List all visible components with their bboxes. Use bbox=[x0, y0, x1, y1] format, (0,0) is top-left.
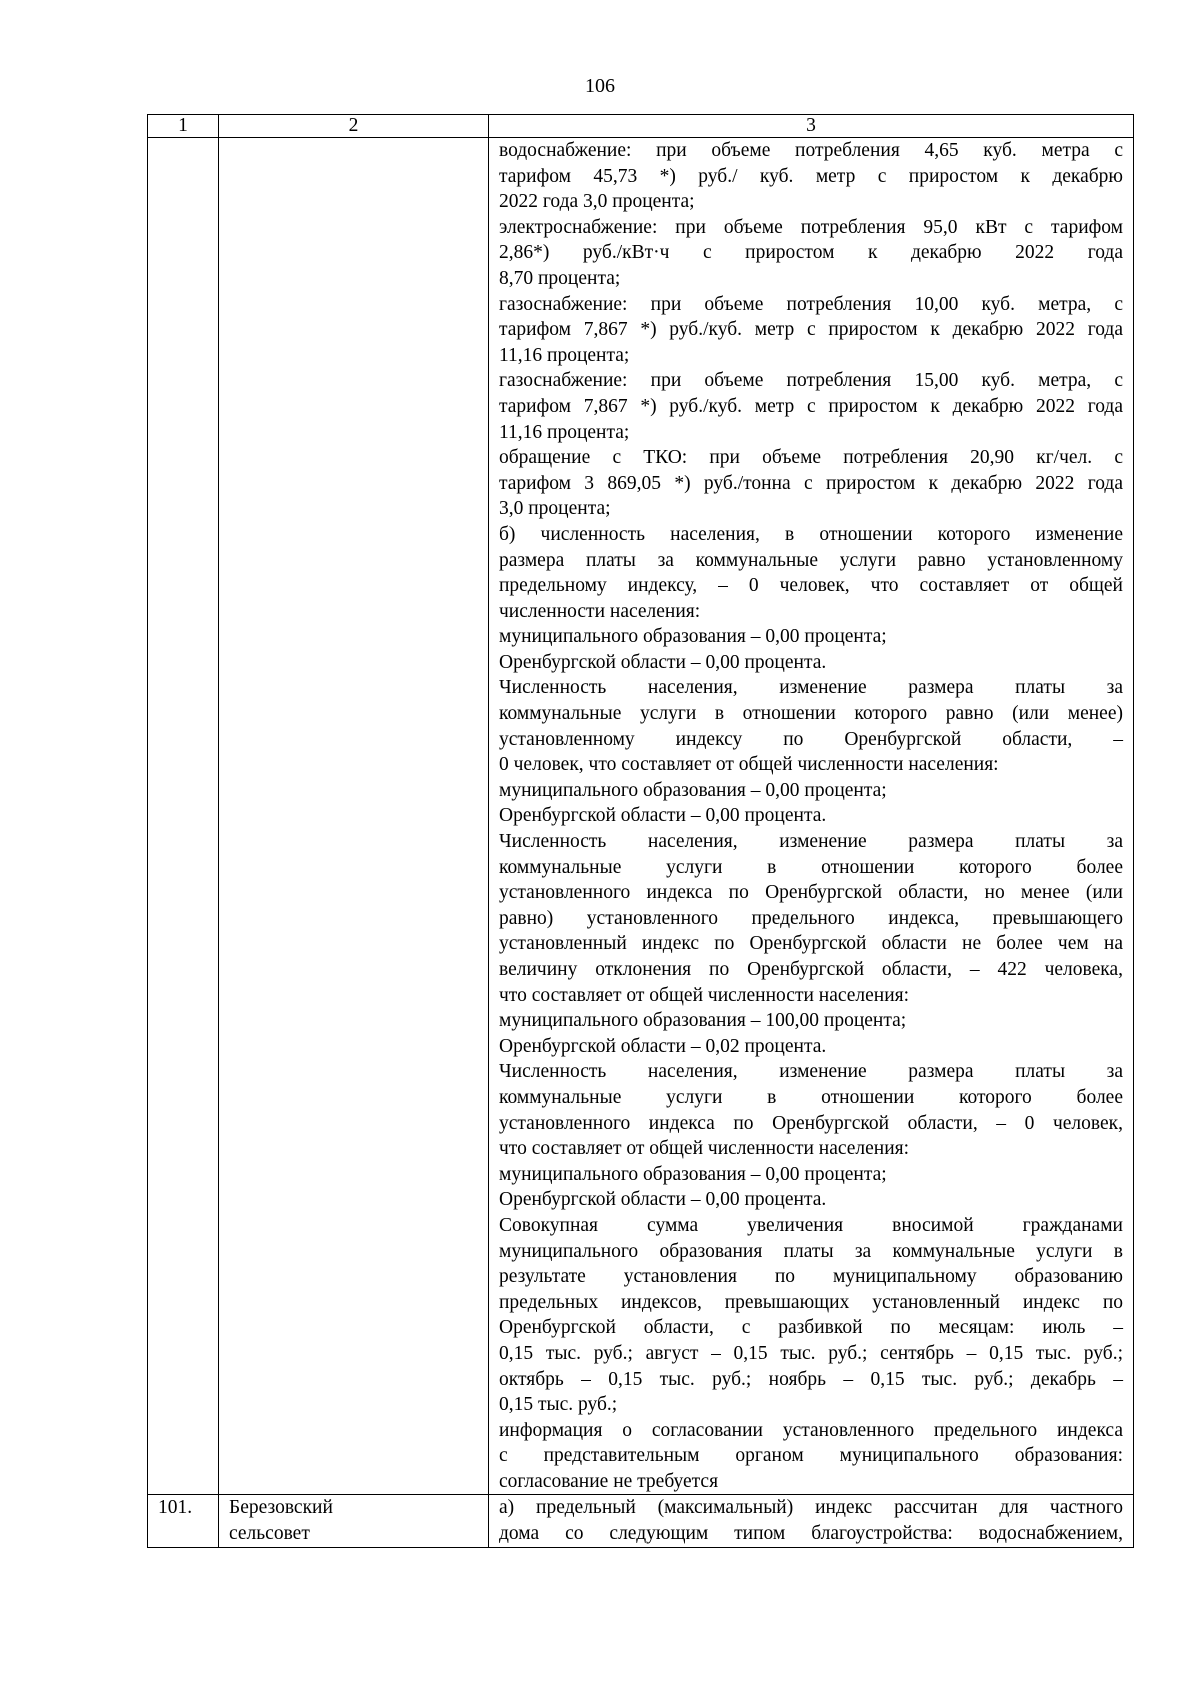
indices-table bbox=[147, 114, 1134, 1548]
description-line: размера платы за коммунальные услуги равно установленному bbox=[499, 549, 1123, 571]
description-line: Оренбургской области, с разбивкой по месяцам: июль – bbox=[499, 1317, 1123, 1339]
description-line: установленный индекс по Оренбургской области не более чем на bbox=[499, 933, 1123, 955]
description-line: коммунальные услуги в отношении которого более bbox=[499, 856, 1123, 878]
description-paragraph bbox=[499, 778, 1123, 804]
description-line: с представительным органом муниципального образования: bbox=[499, 1445, 1123, 1467]
description-line: коммунальные услуги в отношении которого равно (или менее) bbox=[499, 703, 1123, 725]
description-line: газоснабжение: при объеме потребления 10,00 куб. метра, с bbox=[499, 293, 1123, 315]
table-row-continued bbox=[148, 138, 1134, 1495]
description-line: 2022 года 3,0 процента; bbox=[499, 191, 695, 213]
description-line: Совокупная сумма увеличения вносимой гражданами bbox=[499, 1214, 1123, 1236]
description-line: 8,70 процента; bbox=[499, 267, 621, 289]
description-paragraph bbox=[499, 1034, 1123, 1060]
description-line: 0 человек, что составляет от общей численности населения: bbox=[499, 754, 999, 776]
description-paragraph bbox=[499, 1213, 1123, 1418]
description-line: предельному индексу, – 0 человек, что составляет от общей bbox=[499, 575, 1123, 597]
page-number: 106 bbox=[585, 75, 615, 97]
description-paragraph bbox=[499, 368, 1123, 445]
description-paragraph bbox=[499, 650, 1123, 676]
description-line: тарифом 7,867 *) руб./куб. метр с приростом к декабрю 2022 года bbox=[499, 395, 1123, 417]
description-paragraph bbox=[499, 624, 1123, 650]
description-paragraph bbox=[499, 829, 1123, 1008]
description-line: предельных индексов, превышающих установленный индекс по bbox=[499, 1291, 1123, 1313]
description-line: Оренбургской области – 0,00 процента. bbox=[499, 805, 827, 827]
header-col-3: 3 bbox=[489, 115, 1134, 138]
description-cell bbox=[489, 138, 1134, 1495]
description-line: 11,16 процента; bbox=[499, 344, 630, 366]
description-line: результате установления по муниципальному образованию bbox=[499, 1266, 1123, 1288]
description-line: 0,15 тыс. руб.; август – 0,15 тыс. руб.; сентябрь – 0,15 тыс. руб.; bbox=[499, 1342, 1123, 1364]
description-line: установленному индексу по Оренбургской области, – bbox=[499, 728, 1123, 750]
description-line: установленного индекса по Оренбургской области, но менее (или bbox=[499, 882, 1123, 904]
description-line: а) предельный (максимальный) индекс рассчитан для частного bbox=[499, 1497, 1123, 1519]
description-line: Оренбургской области – 0,02 процента. bbox=[499, 1035, 827, 1057]
description-paragraph bbox=[499, 292, 1123, 369]
description-paragraph bbox=[499, 522, 1123, 624]
row-number-cell bbox=[148, 138, 219, 1495]
description-paragraph bbox=[499, 803, 1123, 829]
description-line: тарифом 7,867 *) руб./куб. метр с приростом к декабрю 2022 года bbox=[499, 319, 1123, 341]
description-paragraph bbox=[499, 215, 1123, 292]
description-paragraph bbox=[499, 675, 1123, 777]
table-row-101 bbox=[148, 1495, 1134, 1547]
description-line: установленного индекса по Оренбургской области, – 0 человек, bbox=[499, 1112, 1123, 1134]
description-line: Численность населения, изменение размера платы за bbox=[499, 677, 1123, 699]
description-line: муниципального образования – 100,00 процента; bbox=[499, 1010, 907, 1032]
description-line: 0,15 тыс. руб.; bbox=[499, 1394, 618, 1416]
description-line: водоснабжение: при объеме потребления 4,65 куб. метра с bbox=[499, 140, 1123, 161]
description-line: коммунальные услуги в отношении которого более bbox=[499, 1086, 1123, 1108]
description-cell bbox=[489, 1495, 1134, 1547]
municipality-cell bbox=[219, 1495, 489, 1547]
municipality-name-line: сельсовет bbox=[229, 1523, 310, 1545]
header-col-2: 2 bbox=[219, 115, 489, 138]
description-paragraph bbox=[499, 1162, 1123, 1188]
description-line: обращение с ТКО: при объеме потребления 20,90 кг/чел. с bbox=[499, 447, 1123, 469]
description-line: величину отклонения по Оренбургской области, – 422 человека, bbox=[499, 959, 1123, 980]
description-paragraph bbox=[499, 138, 1123, 215]
description-line: муниципального образования – 0,00 процента; bbox=[499, 779, 887, 801]
description-line: численности населения: bbox=[499, 600, 701, 622]
description-line: что составляет от общей численности населения: bbox=[499, 984, 910, 1006]
description-line: б) численность населения, в отношении которого изменение bbox=[499, 523, 1123, 545]
description-line: муниципального образования – 0,00 процента; bbox=[499, 1163, 887, 1185]
description-line: 11,16 процента; bbox=[499, 421, 630, 443]
description-line: муниципального образования платы за коммунальные услуги в bbox=[499, 1240, 1123, 1262]
description-line: тарифом 3 869,05 *) руб./тонна с приростом к декабрю 2022 года bbox=[499, 472, 1123, 494]
row-number-cell: 101. bbox=[148, 1495, 219, 1547]
description-line: Численность населения, изменение размера платы за bbox=[499, 831, 1123, 853]
description-line: информация о согласовании установленного предельного индекса bbox=[499, 1419, 1123, 1441]
description-paragraph bbox=[499, 1008, 1123, 1034]
description-line: муниципального образования – 0,00 процента; bbox=[499, 626, 887, 648]
description-paragraph bbox=[499, 1187, 1123, 1213]
description-line: согласование не требуется bbox=[499, 1470, 719, 1492]
header-col-1: 1 bbox=[148, 115, 219, 138]
description-line: октябрь – 0,15 тыс. руб.; ноябрь – 0,15 тыс. руб.; декабрь – bbox=[499, 1368, 1123, 1390]
description-line: 2,86*) руб./кВт·ч с приростом к декабрю 2022 года bbox=[499, 242, 1123, 264]
description-line: тарифом 45,73 *) руб./ куб. метр с приростом к декабрю bbox=[499, 165, 1123, 187]
description-line: Оренбургской области – 0,00 процента. bbox=[499, 1189, 827, 1211]
description-line: электроснабжение: при объеме потребления 95,0 кВт с тарифом bbox=[499, 216, 1123, 238]
description-paragraph bbox=[499, 1059, 1123, 1161]
description-line: газоснабжение: при объеме потребления 15,00 куб. метра, с bbox=[499, 370, 1123, 392]
description-paragraph bbox=[499, 445, 1123, 522]
table-header-row bbox=[148, 115, 1134, 138]
description-line: Оренбургской области – 0,00 процента. bbox=[499, 651, 827, 673]
description-line: 3,0 процента; bbox=[499, 498, 611, 520]
description-line: дома со следующим типом благоустройства: водоснабжением, bbox=[499, 1523, 1123, 1545]
description-line: равно) установленного предельного индекса, превышающего bbox=[499, 907, 1123, 929]
municipality-name-line: Березовский bbox=[229, 1497, 333, 1519]
municipality-cell bbox=[219, 138, 489, 1495]
description-line: Численность населения, изменение размера платы за bbox=[499, 1061, 1123, 1083]
description-line: что составляет от общей численности населения: bbox=[499, 1138, 910, 1160]
description-paragraph bbox=[499, 1418, 1123, 1495]
